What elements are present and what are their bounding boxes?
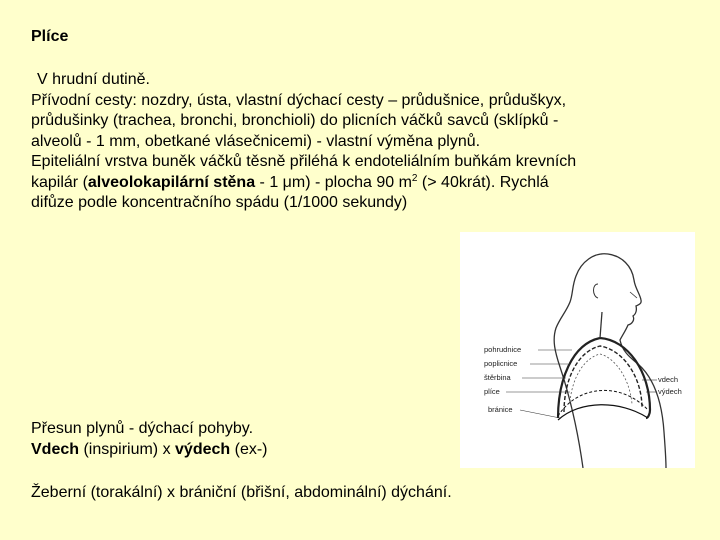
lung-hatching	[570, 354, 632, 404]
intro-line-6-b: - 1 μm) - plocha 90 m	[255, 173, 412, 191]
label-sterbina: štěrbina	[484, 373, 511, 382]
gas-movement-block	[31, 419, 268, 460]
intro-line-6-a: kapilár (	[31, 173, 88, 191]
breathing-diagram-svg	[460, 232, 695, 468]
ear	[594, 284, 599, 298]
intro-line-3: průdušinky (trachea, bronchi, bronchioli) do plicních váčků savců (sklípků -	[31, 112, 559, 129]
intro-line-2: Přívodní cesty: nozdry, ústa, vlastní dýchací cesty – průdušnice, průduškyx,	[31, 91, 567, 109]
page-title: Plíce	[31, 28, 69, 45]
diaphragm-exhale	[558, 390, 648, 416]
label-branice: bránice	[488, 405, 513, 414]
intro-line-7: difůze podle koncentračního spádu (1/1000 sekundy)	[31, 194, 408, 211]
intro-line-6	[31, 173, 691, 194]
breathing-diagram	[460, 232, 695, 468]
intro-line-1: V hrudní dutině.	[37, 71, 150, 88]
breathing-types-line: Žeberní (torakální) x brániční (břišní, abdominální) dýchání.	[31, 484, 452, 501]
label-poplicnice: poplicnice	[484, 359, 518, 368]
inhale-term: Vdech	[31, 440, 80, 458]
label-vydech: výdech	[658, 387, 682, 396]
alveolar-wall-term: alveolokapilární stěna	[87, 173, 256, 191]
exhale-rest: (ex-)	[230, 440, 268, 458]
face-detail	[630, 292, 637, 298]
intro-line-5: Epiteliální vrstva buněk váčků těsně přiléhá k endoteliálním buňkám krevních	[31, 153, 577, 170]
square-superscript: 2	[411, 172, 418, 184]
label-pohrudnice: pohrudnice	[484, 345, 522, 354]
inhale-exhale-line	[31, 440, 268, 461]
label-vdech: vdech	[658, 375, 679, 384]
intro-line-6-c: (> 40krát). Rychlá	[417, 173, 549, 191]
label-plice: plíce	[484, 387, 500, 396]
trachea	[600, 312, 602, 338]
intro-paragraph	[31, 70, 691, 214]
intro-line-4: alveolů - 1 mm, obetkané vlásečnicemi) - vlastní výměna plynů.	[31, 132, 481, 150]
gas-movement-line: Přesun plynů - dýchací pohyby.	[31, 420, 254, 437]
exhale-term: výdech	[175, 440, 231, 458]
inhale-rest: (inspirium) x	[79, 440, 176, 458]
right-leader-lines	[642, 380, 657, 392]
